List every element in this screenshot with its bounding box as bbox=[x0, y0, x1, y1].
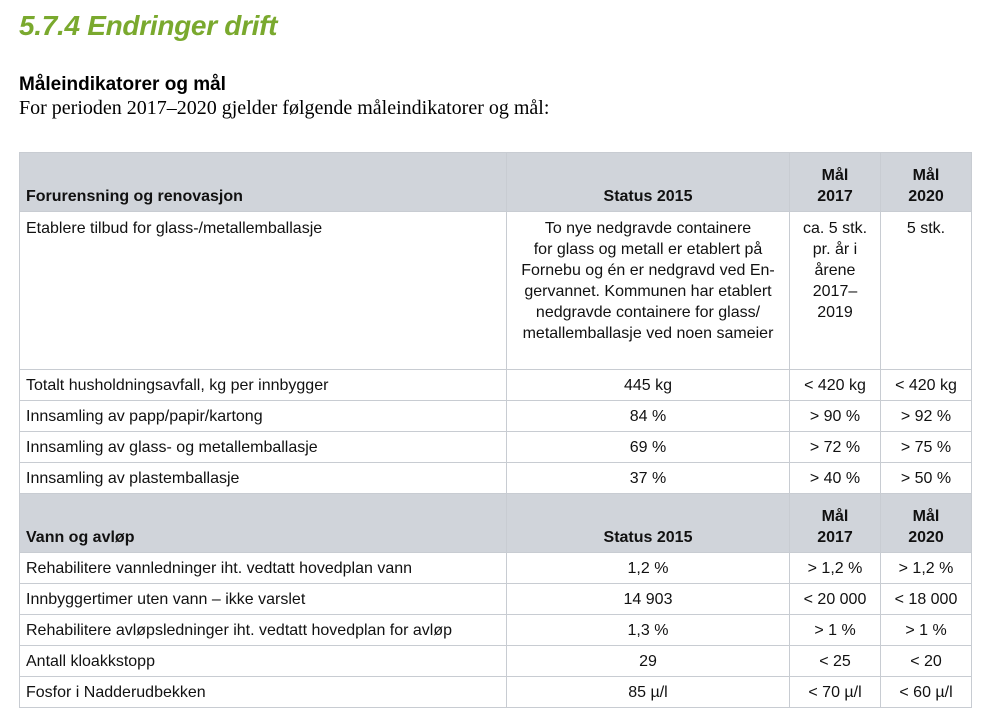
goal-2020-header: Mål 2020 bbox=[881, 153, 972, 212]
status-value: 85 µ/l bbox=[507, 677, 790, 708]
section-header-pollution bbox=[20, 153, 972, 212]
indicator-name: Antall kloakkstopp bbox=[20, 646, 507, 677]
indicator-name: Innsamling av papp/papir/kartong bbox=[20, 401, 507, 432]
goal-2020-value: < 60 µ/l bbox=[881, 677, 972, 708]
goal-2017-value: > 1 % bbox=[790, 615, 881, 646]
status-value: 1,3 % bbox=[507, 615, 790, 646]
status-value: 84 % bbox=[507, 401, 790, 432]
table-row bbox=[20, 432, 972, 463]
indicator-name: Innsamling av plastemballasje bbox=[20, 463, 507, 494]
goal-2017-value: < 25 bbox=[790, 646, 881, 677]
goal-2017-value: > 72 % bbox=[790, 432, 881, 463]
status-value: 1,2 % bbox=[507, 553, 790, 584]
goal-2017-value: > 1,2 % bbox=[790, 553, 881, 584]
intro-text: For perioden 2017–2020 gjelder følgende måleindikatorer og mål: bbox=[19, 97, 550, 119]
goal-2017-header: Mål 2017 bbox=[790, 153, 881, 212]
table-row bbox=[20, 677, 972, 708]
indicator-name: Fosfor i Nadderudbekken bbox=[20, 677, 507, 708]
table-row bbox=[20, 370, 972, 401]
goal-2020-value: > 92 % bbox=[881, 401, 972, 432]
goal-2020-value: < 20 bbox=[881, 646, 972, 677]
goal-2020-value: > 1,2 % bbox=[881, 553, 972, 584]
goal-2020-value: > 50 % bbox=[881, 463, 972, 494]
goal-2017-value: < 70 µ/l bbox=[790, 677, 881, 708]
table-row bbox=[20, 463, 972, 494]
indicator-name: Innsamling av glass- og metallemballasje bbox=[20, 432, 507, 463]
indicator-name: Etablere tilbud for glass-/metallemballasje bbox=[20, 212, 507, 370]
status-header: Status 2015 bbox=[507, 494, 790, 553]
goal-2017-value: < 20 000 bbox=[790, 584, 881, 615]
table-row bbox=[20, 615, 972, 646]
subheading: Måleindikatorer og mål bbox=[19, 74, 226, 95]
table-row bbox=[20, 401, 972, 432]
indicators-table bbox=[19, 152, 972, 708]
goal-2017-value: > 90 % bbox=[790, 401, 881, 432]
goal-2020-value: > 75 % bbox=[881, 432, 972, 463]
status-value: 37 % bbox=[507, 463, 790, 494]
goal-2017-header: Mål 2017 bbox=[790, 494, 881, 553]
indicator-name: Innbyggertimer uten vann – ikke varslet bbox=[20, 584, 507, 615]
table-row bbox=[20, 212, 972, 370]
indicator-name: Totalt husholdningsavfall, kg per innbygger bbox=[20, 370, 507, 401]
table-row bbox=[20, 553, 972, 584]
table-row bbox=[20, 646, 972, 677]
goal-2020-value: < 18 000 bbox=[881, 584, 972, 615]
status-header: Status 2015 bbox=[507, 153, 790, 212]
goal-2017-value: ca. 5 stk. pr. år i årene 2017– 2019 bbox=[790, 212, 881, 370]
goal-2020-value: < 420 kg bbox=[881, 370, 972, 401]
section-header-water bbox=[20, 494, 972, 553]
indicator-name: Rehabilitere avløpsledninger iht. vedtatt hovedplan for avløp bbox=[20, 615, 507, 646]
goal-2017-value: < 420 kg bbox=[790, 370, 881, 401]
section-title: Forurensning og renovasjon bbox=[20, 153, 507, 212]
status-value: To nye nedgravde containere for glass og metall er etablert på Fornebu og én er nedgravd ved En- gervannet. Kommunen har etablert nedgravde containere for glass/ metallemballasje ved noen sameier bbox=[507, 212, 790, 370]
goal-2020-value: > 1 % bbox=[881, 615, 972, 646]
goal-2020-value: 5 stk. bbox=[881, 212, 972, 370]
status-value: 69 % bbox=[507, 432, 790, 463]
indicator-name: Rehabilitere vannledninger iht. vedtatt hovedplan vann bbox=[20, 553, 507, 584]
section-heading: 5.7.4 Endringer drift bbox=[19, 10, 278, 41]
status-value: 14 903 bbox=[507, 584, 790, 615]
goal-2017-value: > 40 % bbox=[790, 463, 881, 494]
status-value: 445 kg bbox=[507, 370, 790, 401]
goal-2020-header: Mål 2020 bbox=[881, 494, 972, 553]
table-row bbox=[20, 584, 972, 615]
status-value: 29 bbox=[507, 646, 790, 677]
section-title: Vann og avløp bbox=[20, 494, 507, 553]
